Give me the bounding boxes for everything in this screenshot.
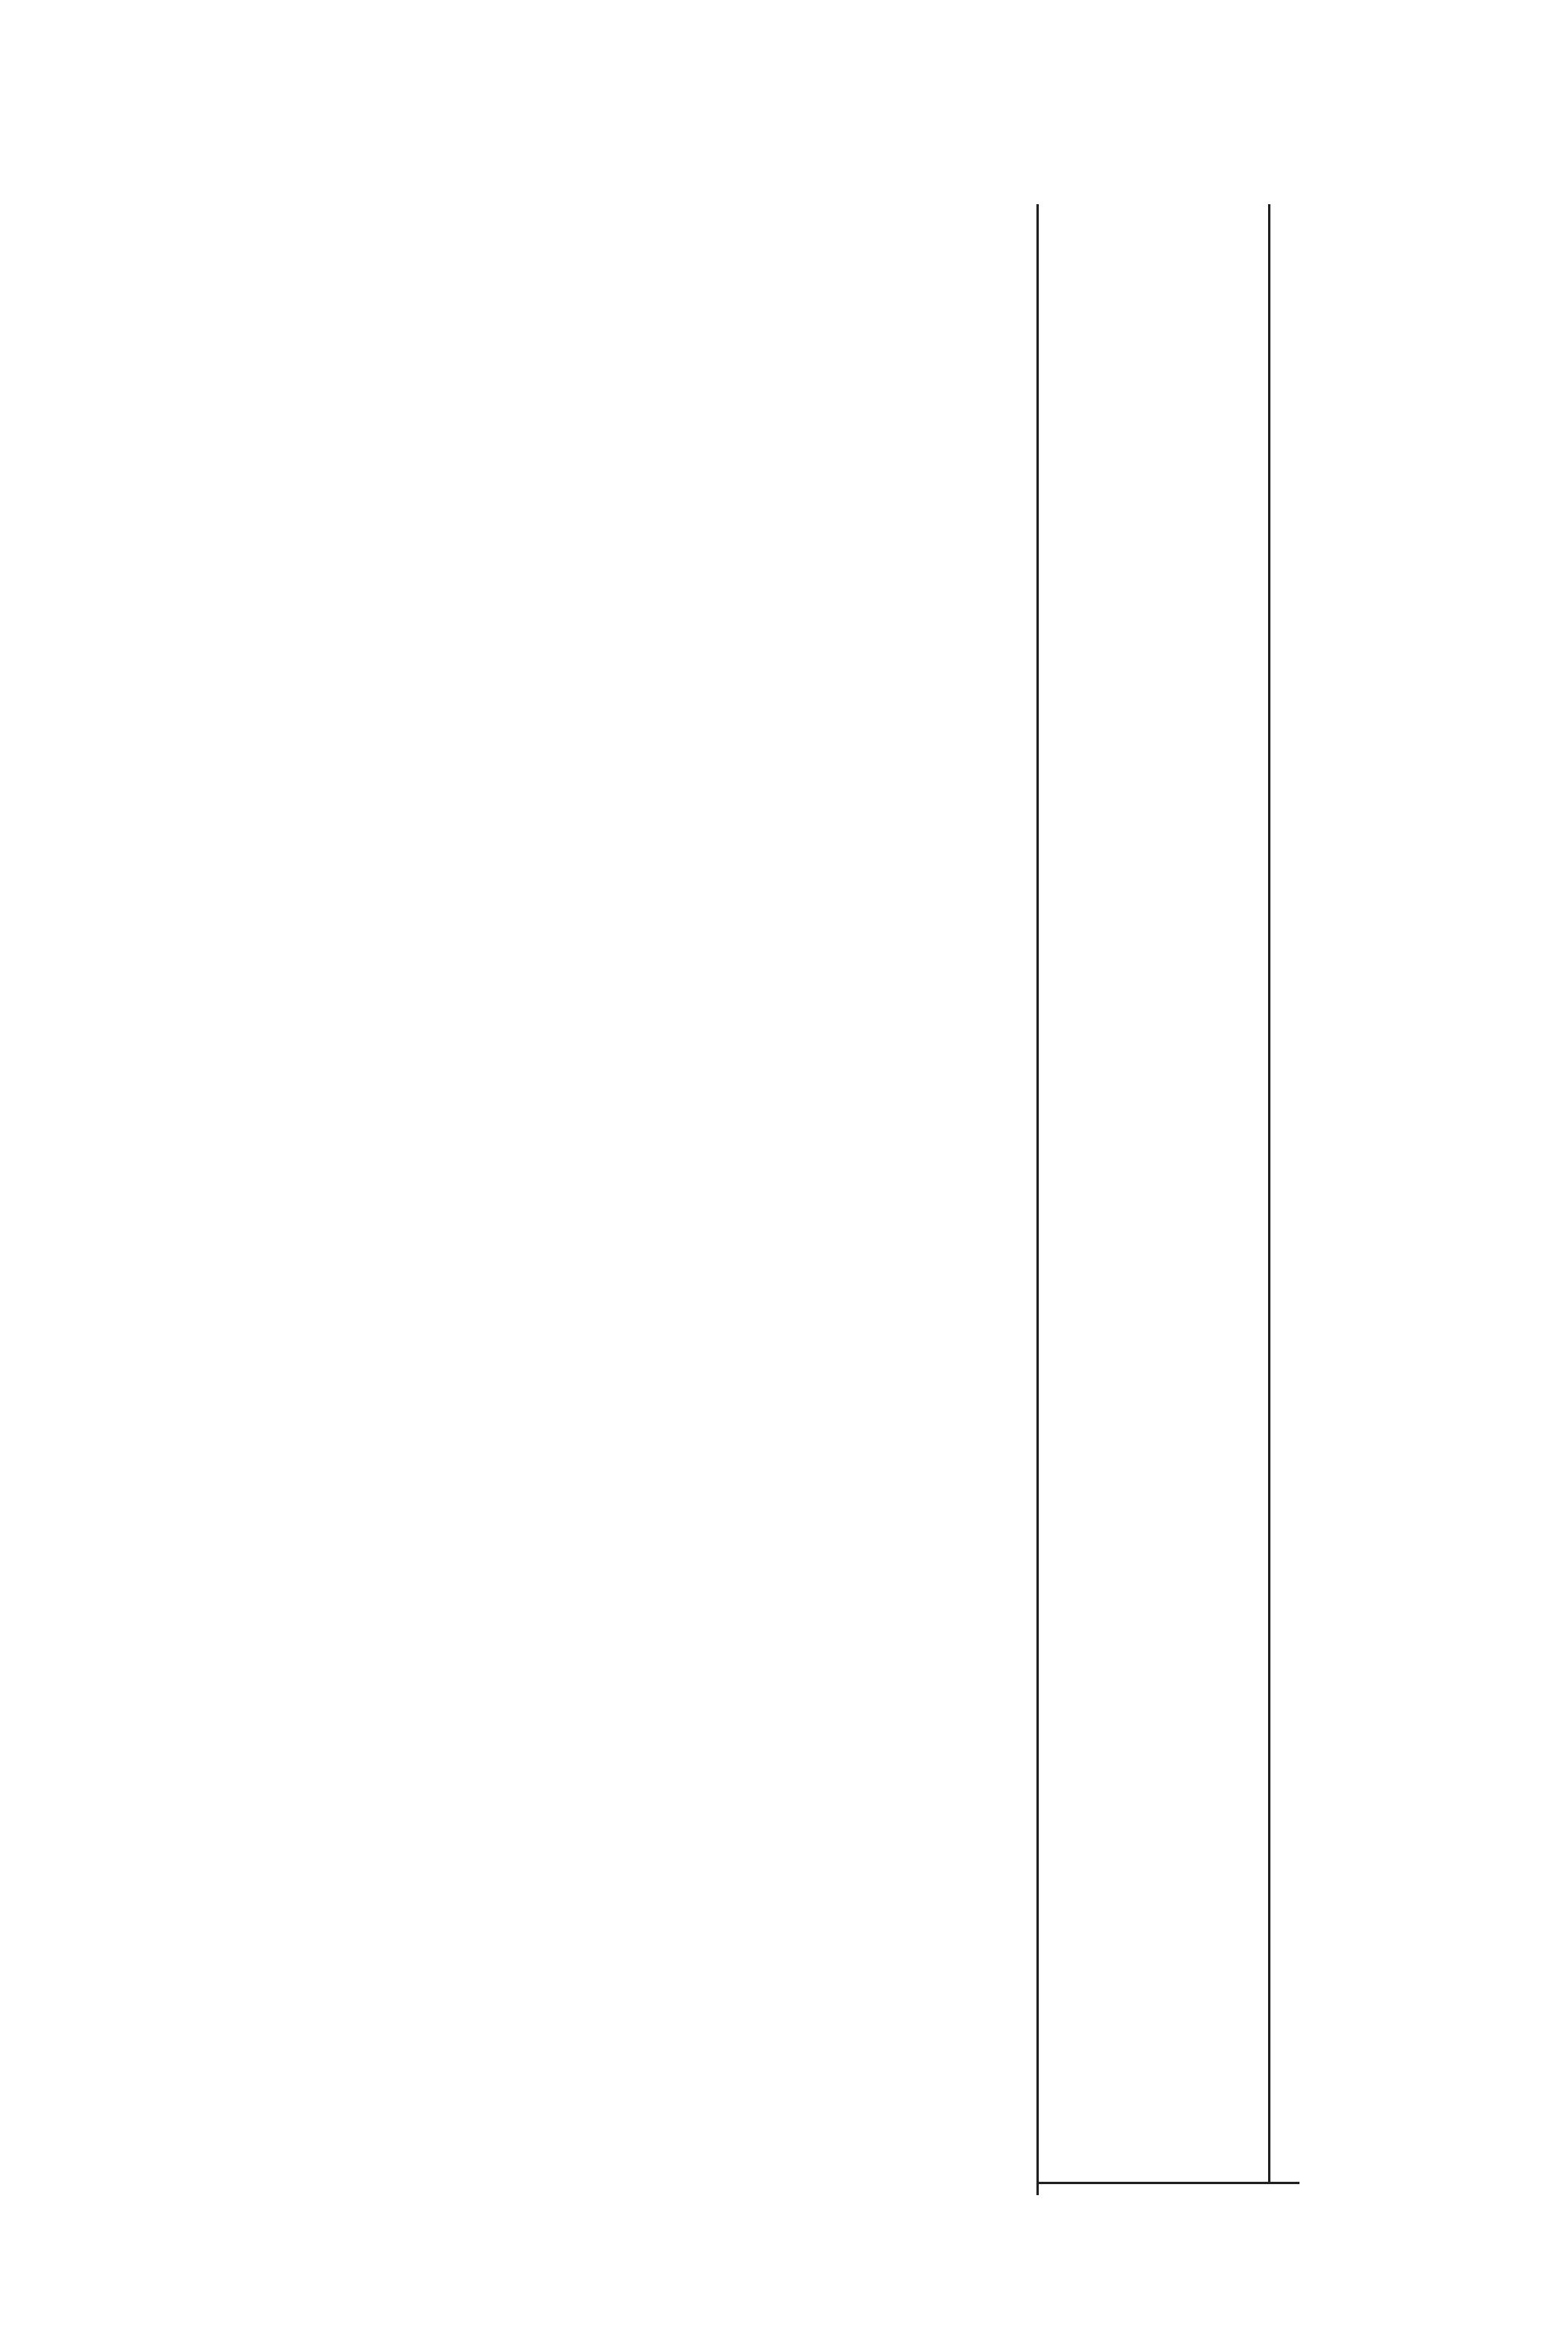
column-rule-left: [1036, 204, 1039, 2195]
column-rule-right: [1268, 204, 1270, 2183]
total-rule: [1036, 2182, 1299, 2184]
